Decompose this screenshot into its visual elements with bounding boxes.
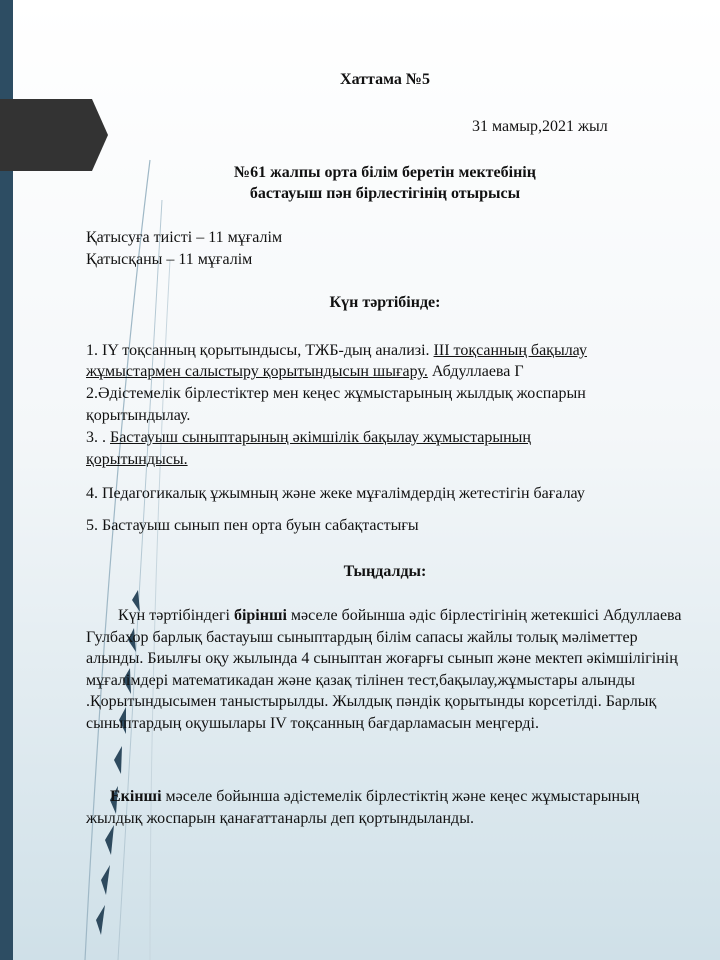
agenda-item-3-number: 3. . bbox=[86, 429, 110, 446]
agenda-item-4: 4. Педагогикалық ұжымның және жеке мұғалімдердің жетестігін бағалау bbox=[86, 485, 585, 502]
paragraph-2 bbox=[86, 786, 696, 829]
agenda-item-1-line-1 bbox=[86, 341, 587, 361]
agenda-item-1-line-2 bbox=[86, 362, 524, 382]
paragraph-2-emphasis: Екінші bbox=[110, 788, 162, 805]
document-date: 31 мамыр,2021 жыл bbox=[472, 118, 608, 135]
agenda-item-1-underlined-2: жұмыстармен салыстыру қорытындысын шығару. bbox=[86, 363, 428, 380]
agenda-item-3-line-2: қорытындысы. bbox=[86, 451, 188, 468]
paragraph-1-lead: Күн тәртібіндегі bbox=[118, 607, 234, 624]
agenda-item-5: 5. Бастауыш сынып пен орта буын сабақтастығы bbox=[86, 517, 419, 534]
agenda-item-1-responsible: Абдуллаева Г bbox=[427, 363, 524, 380]
paragraph-1 bbox=[86, 605, 696, 735]
agenda-item-3-text: Бастауыш сыныптарының әкімшілік бақылау жұмыстарының bbox=[110, 429, 531, 446]
agenda-item-2-line-2: қорытындылау. bbox=[86, 407, 191, 424]
agenda-item-3-line-1 bbox=[86, 428, 531, 448]
paragraph-2-body: мәселе бойынша әдістемелік бірлестіктің және кеңес жұмыстарының жылдық жоспарын қанағаттанарлы деп қортындыланды. bbox=[86, 788, 640, 827]
document-title: Хаттама №5 bbox=[340, 71, 430, 88]
attendance-actual: Қатысқаны – 11 мұғалім bbox=[86, 251, 253, 268]
agenda-title: Күн тәртібінде: bbox=[329, 294, 441, 311]
agenda-item-1-text: 1. IY тоқсанның қорытындысы, ТЖБ-дың анализі. bbox=[86, 342, 434, 359]
heading-line-1: №61 жалпы орта білім беретін мектебінің bbox=[234, 164, 536, 181]
paragraph-1-emphasis: бірінші bbox=[233, 607, 287, 624]
attendance-should: Қатысуға тиісті – 11 мұғалім bbox=[86, 229, 283, 246]
agenda-item-2-line-1: 2.Әдістемелік бірлестіктер мен кеңес жұмыстарының жылдық жоспарын bbox=[86, 385, 586, 402]
heard-title: Тыңдалды: bbox=[343, 563, 427, 580]
paragraph-1-body: мәселе бойынша әдіс бірлестігінің жетекшісі Абдуллаева Гулбахор барлық бастауыш сыныптардың білім сапасы жайлы толық мәліметтер алынды. Биылғы оқу жылында 4 сыныптан жоғарғы сынып және мектеп әкімшілігінің мұғалімдері математикадан және қазақ тілінен тест,бақылау,жұмыстары алынды .Қорытындысымен таныстырылды. Жылдық пәндік қорытынды корсетілді. Барлық сыныптардың оқушылары IV тоқсанның бағдарламасын меңгерді. bbox=[86, 607, 682, 732]
agenda-item-1-underlined: III тоқсанның бақылау bbox=[433, 342, 587, 359]
heading-line-2: бастауыш пән бірлестігінің отырысы bbox=[249, 185, 521, 202]
